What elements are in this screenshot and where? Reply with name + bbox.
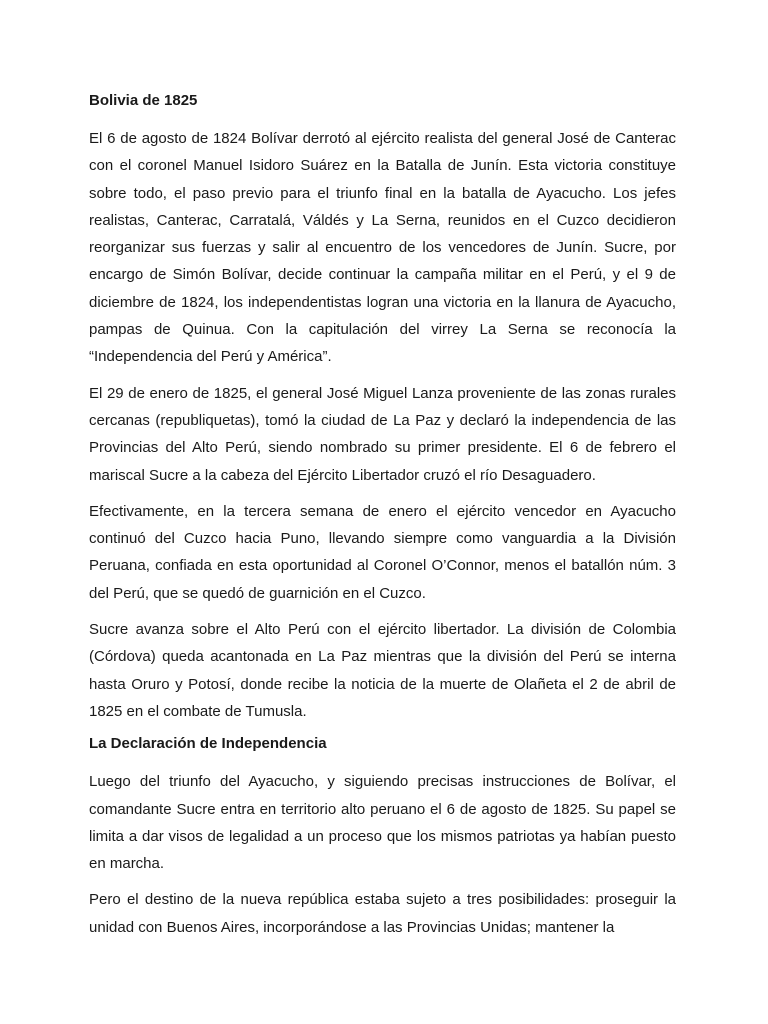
document-page bbox=[89, 91, 676, 950]
paragraph-cuzco-puno: Efectivamente, en la tercera semana de enero el ejército vencedor en Ayacucho continuó del Cuzco hacia Puno, llevando siempre como vanguardia a la División Peruana, confiada en esta oportunidad al Coronel O’Connor, menos el batallón núm. 3 del Perú, que se quedó de guarnición en el Cuzco. bbox=[89, 502, 676, 602]
paragraph-junin-ayacucho: El 6 de agosto de 1824 Bolívar derrotó al ejército realista del general José de Canterac con el coronel Manuel Isidoro Suárez en la Batalla de Junín. Esta victoria constituye sobre todo, el paso previo para el triunfo final en la batalla de Ayacucho. Los jefes realistas, Canterac, Carratalá, Váldés y La Serna, reunidos en el Cuzco decidieron reorganizar sus fuerzas y salir al encuentro de los vencedores de Junín. Sucre, por encargo de Simón Bolívar, decide continuar la campaña militar en el Perú, y el 9 de diciembre de 1824, los independentistas logran una victoria en la llanura de Ayacucho, pampas de Quinua. Con la capitulación del virrey La Serna se reconocía la “Independencia del Perú y América”. bbox=[89, 130, 676, 366]
paragraph-sucre-territorio: Luego del triunfo del Ayacucho, y siguiendo precisas instrucciones de Bolívar, el comandante Sucre entra en territorio alto peruano el 6 de agosto de 1825. Su papel se limita a dar visos de legalidad a un proceso que los mismos patriotas ya habían puesto en marcha. bbox=[89, 773, 676, 873]
paragraph-sucre-alto-peru: Sucre avanza sobre el Alto Perú con el ejército libertador. La división de Colombia (Córdova) queda acantonada en La Paz mientras que la división del Perú se interna hasta Oruro y Potosí, donde recibe la noticia de la muerte de Olañeta el 2 de abril de 1825 en el combate de Tumusla. bbox=[89, 621, 676, 720]
section-heading-declaracion: La Declaración de Independencia bbox=[89, 735, 327, 753]
section-heading-bolivia-1825: Bolivia de 1825 bbox=[89, 92, 198, 109]
paragraph-lanza-la-paz: El 29 de enero de 1825, el general José Miguel Lanza proveniente de las zonas rurales cercanas (republiquetas), tomó la ciudad de La Paz y declaró la independencia de las Provincias del Alto Perú, siendo nombrado su primer presidente. El 6 de febrero el mariscal Sucre a la cabeza del Ejército Libertador cruzó el río Desaguadero. bbox=[89, 384, 676, 484]
paragraph-destino-republica: Pero el destino de la nueva república estaba sujeto a tres posibilidades: proseguir la unidad con Buenos Aires, incorporándose a las Provincias Unidas; mantener la bbox=[89, 891, 676, 936]
